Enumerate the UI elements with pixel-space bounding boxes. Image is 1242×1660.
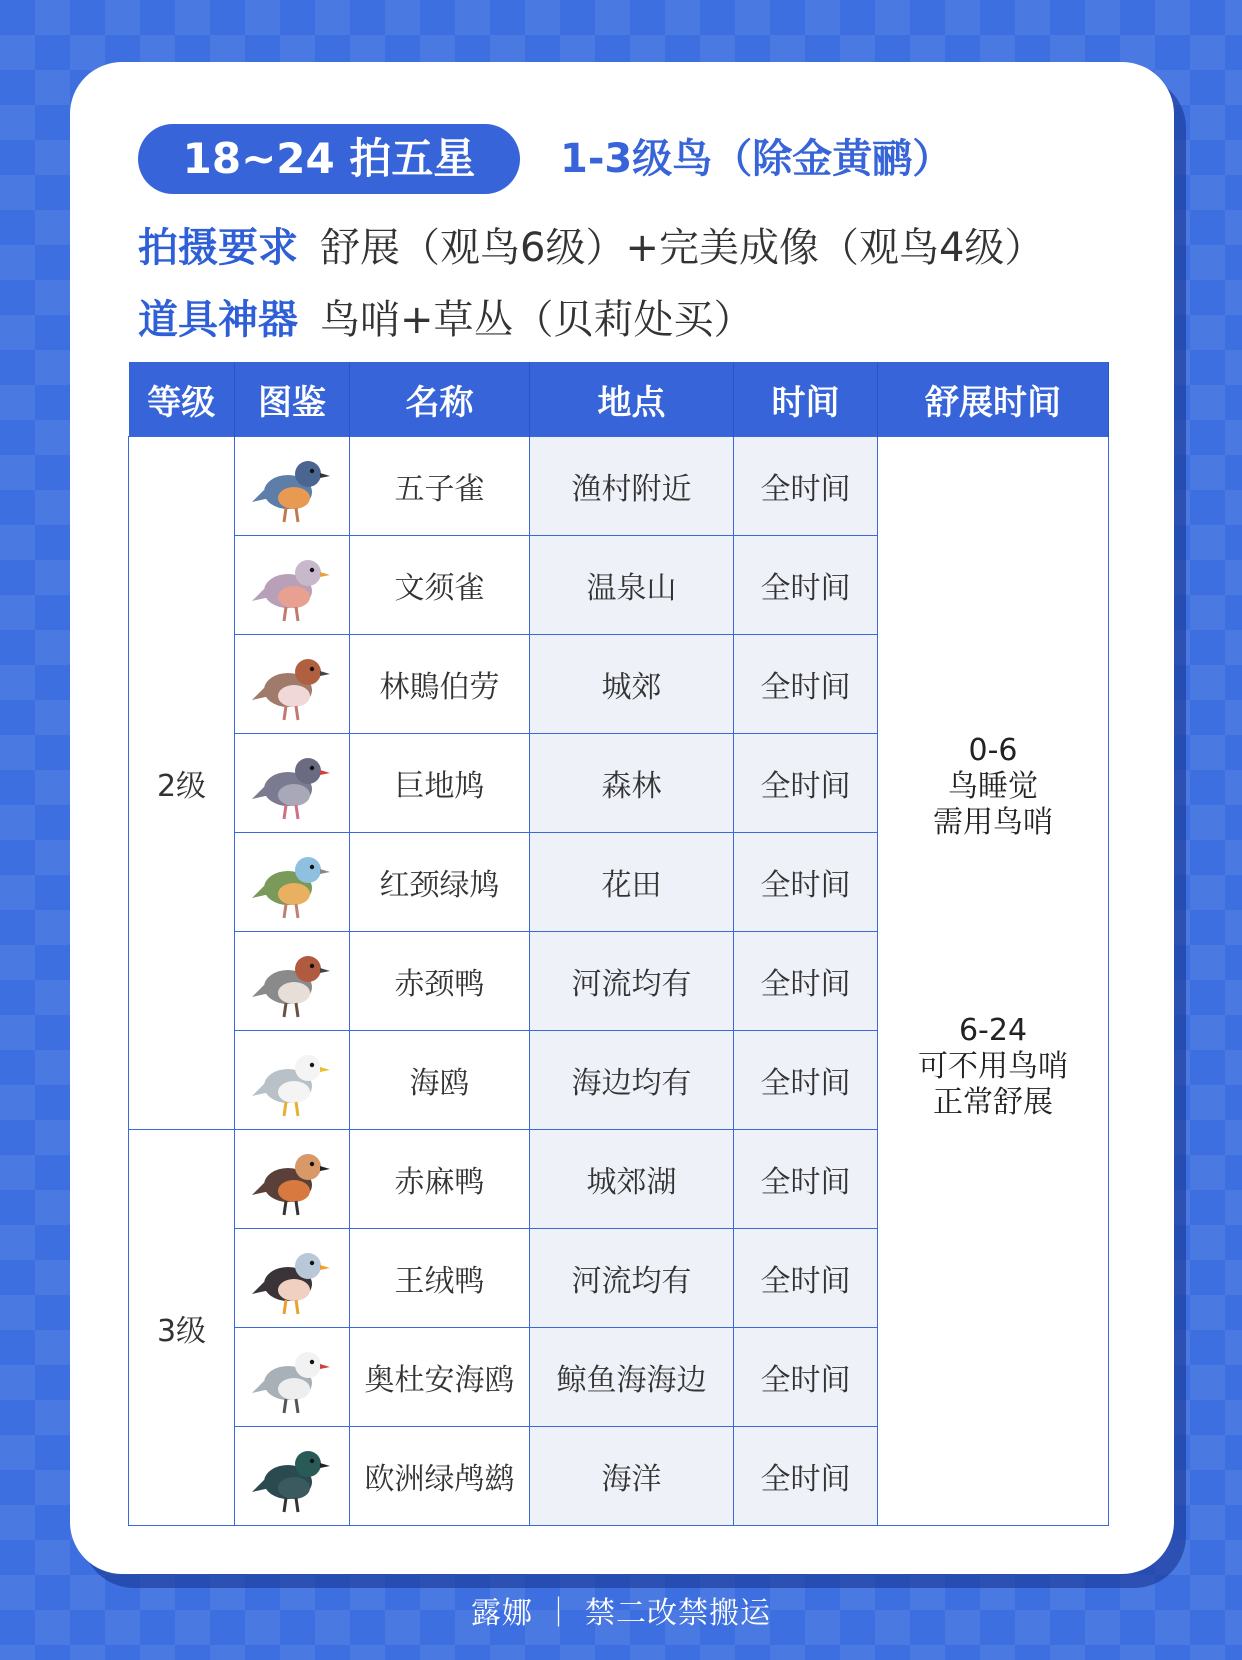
tools-row [138, 290, 754, 350]
bird-picture-cell [235, 1229, 350, 1328]
bearded-reedling-icon [235, 543, 349, 627]
gull-icon [235, 1038, 349, 1122]
nuthatch-icon [235, 444, 349, 528]
stretch-note-day-line2: 正常舒展 [933, 1085, 1053, 1120]
bird-time: 全时间 [734, 833, 878, 932]
bird-name: 赤麻鸭 [350, 1130, 530, 1229]
stretch-note-night-line1: 鸟睡觉 [948, 769, 1038, 804]
bird-picture-cell [235, 1130, 350, 1229]
stretch-note-day-line1: 可不用鸟哨 [918, 1049, 1068, 1084]
audouins-gull-icon [235, 1335, 349, 1419]
ground-dove-icon [235, 741, 349, 825]
table-row [129, 437, 1109, 536]
bird-picture-cell [235, 833, 350, 932]
header-stretch-time: 舒展时间 [878, 362, 1109, 437]
bird-time: 全时间 [734, 1130, 878, 1229]
bird-location: 森林 [530, 734, 734, 833]
tools-value: 鸟哨+草丛（贝莉处买） [320, 297, 754, 343]
bird-time: 全时间 [734, 1328, 878, 1427]
bird-location: 鲸鱼海海边 [530, 1328, 734, 1427]
bird-location: 海边均有 [530, 1031, 734, 1130]
bird-picture-cell [235, 1427, 350, 1526]
bird-picture-cell [235, 437, 350, 536]
king-eider-icon [235, 1236, 349, 1320]
header-level: 等级 [129, 362, 235, 437]
bird-location: 城郊湖 [530, 1130, 734, 1229]
tools-label: 道具神器 [138, 297, 298, 343]
bird-name: 奥杜安海鸥 [350, 1328, 530, 1427]
bird-name: 欧洲绿鸬鹚 [350, 1427, 530, 1526]
bird-location: 海洋 [530, 1427, 734, 1526]
photo-requirement-row [138, 218, 1044, 278]
footer-credit: 露娜 ｜ 禁二改禁搬运 [470, 1596, 772, 1631]
stretch-note-day [878, 1013, 1108, 1121]
green-pigeon-icon [235, 840, 349, 924]
header-picture: 图鉴 [235, 362, 350, 437]
stretch-note-night-line2: 需用鸟哨 [933, 805, 1053, 840]
bird-name: 林鵙伯劳 [350, 635, 530, 734]
bird-location: 河流均有 [530, 932, 734, 1031]
bird-name: 王绒鸭 [350, 1229, 530, 1328]
bird-location: 河流均有 [530, 1229, 734, 1328]
bird-picture-cell [235, 635, 350, 734]
bird-name: 海鸥 [350, 1031, 530, 1130]
bird-picture-cell [235, 932, 350, 1031]
level-cell-2: 2级 [129, 437, 235, 1130]
header-time: 时间 [734, 362, 878, 437]
stretch-note-night [878, 733, 1108, 841]
bird-picture-cell [235, 1328, 350, 1427]
bird-name: 巨地鸠 [350, 734, 530, 833]
bird-time: 全时间 [734, 536, 878, 635]
bird-name: 红颈绿鸠 [350, 833, 530, 932]
bird-picture-cell [235, 734, 350, 833]
bird-location: 渔村附近 [530, 437, 734, 536]
stretch-time-cell [878, 437, 1109, 1526]
bird-time: 全时间 [734, 1031, 878, 1130]
bird-time: 全时间 [734, 635, 878, 734]
info-card [70, 62, 1174, 1574]
bird-time: 全时间 [734, 734, 878, 833]
stretch-note-night-range: 0-6 [968, 733, 1018, 768]
shrike-icon [235, 642, 349, 726]
table-header-row [129, 362, 1109, 437]
subtitle: 1-3级鸟（除金黄鹂） [560, 136, 953, 182]
bird-picture-cell [235, 1031, 350, 1130]
header-location: 地点 [530, 362, 734, 437]
title-pill: 18~24 拍五星 [138, 124, 520, 194]
bird-name: 五子雀 [350, 437, 530, 536]
header-name: 名称 [350, 362, 530, 437]
photo-requirement-value: 舒展（观鸟6级）+完美成像（观鸟4级） [320, 225, 1045, 271]
wigeon-icon [235, 939, 349, 1023]
photo-requirement-label: 拍摄要求 [138, 225, 298, 271]
bird-time: 全时间 [734, 437, 878, 536]
level-cell-3: 3级 [129, 1130, 235, 1526]
bird-location: 温泉山 [530, 536, 734, 635]
bird-table [128, 362, 1109, 1526]
bird-location: 花田 [530, 833, 734, 932]
bird-picture-cell [235, 536, 350, 635]
bird-time: 全时间 [734, 932, 878, 1031]
bird-name: 文须雀 [350, 536, 530, 635]
bird-location: 城郊 [530, 635, 734, 734]
shag-icon [235, 1434, 349, 1518]
ruddy-shelduck-icon [235, 1137, 349, 1221]
bird-time: 全时间 [734, 1427, 878, 1526]
stretch-note-day-range: 6-24 [958, 1013, 1028, 1048]
bird-time: 全时间 [734, 1229, 878, 1328]
bird-name: 赤颈鸭 [350, 932, 530, 1031]
